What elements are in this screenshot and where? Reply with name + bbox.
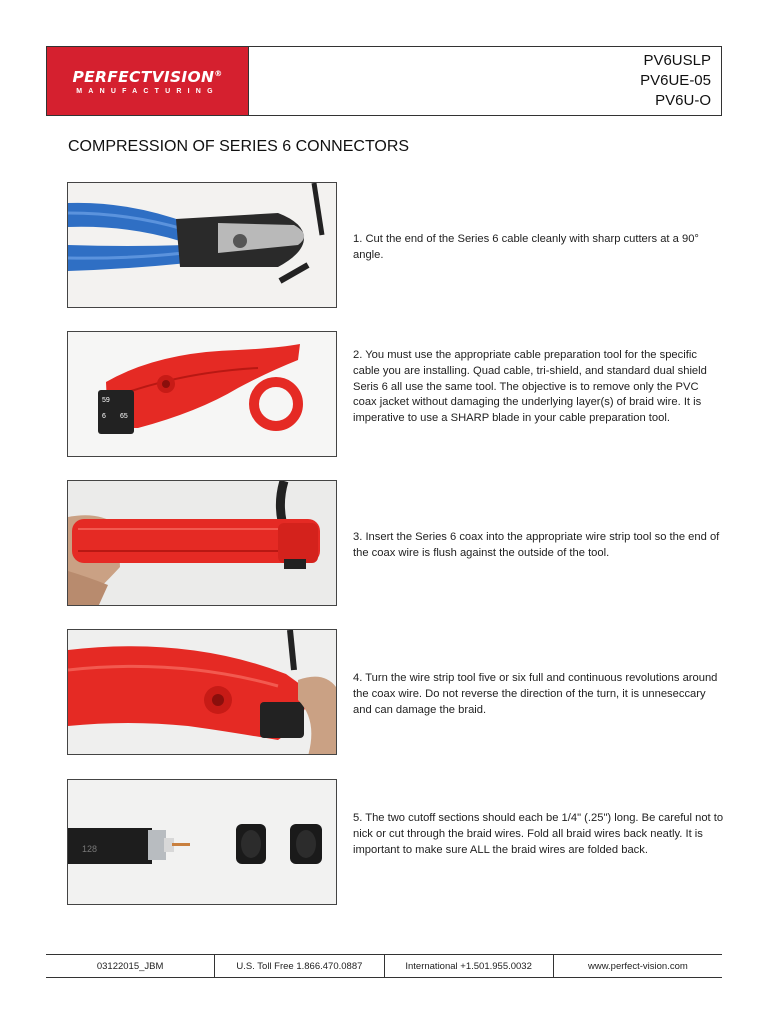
product-code-2: PV6UE-05 xyxy=(640,72,711,89)
tool-mark-1: 59 xyxy=(102,397,110,404)
cable-mark: 128 xyxy=(82,844,98,854)
step-5-image xyxy=(67,779,337,905)
logo-subtitle: MANUFACTURING xyxy=(76,87,219,95)
cable-cutter-illustration xyxy=(68,183,337,308)
logo-wordmark: PERFECTVISION xyxy=(72,67,215,86)
page-footer xyxy=(46,954,722,978)
footer-intl-phone: International +1.501.955.0032 xyxy=(385,955,554,977)
cutoff-sections-illustration xyxy=(68,780,337,905)
footer-us-phone: U.S. Toll Free 1.866.470.0887 xyxy=(215,955,384,977)
step-1-image xyxy=(67,182,337,308)
step-4-image xyxy=(67,629,337,755)
page-header xyxy=(46,46,722,116)
page-title: COMPRESSION OF SERIES 6 CONNECTORS xyxy=(68,138,410,155)
brand-logo xyxy=(47,47,249,115)
step-2-text: 2. You must use the appropriate cable preparation tool for the specific cable you are installing. Quad cable, tri-shield, and standard dual shield Seris 6 all use the same tool. The objective is to remove only the PVC coax jacket without damaging the underlying layer(s) of braid wire. It is imperative to use a SHARP blade in your cable preparation tool. xyxy=(353,349,707,425)
step-3-image xyxy=(67,480,337,606)
step-5-text: 5. The two cutoff sections should each be 1/4" (.25") long. Be careful not to nick or cut through the braid wires. Fold all braid wires back neatly. It is important to make sure ALL the braid wires are folded back. xyxy=(353,812,724,856)
step-3-text: 3. Insert the Series 6 coax into the appropriate wire strip tool so the end of the coax wire is flush against the outside of the tool. xyxy=(353,531,720,559)
tool-mark-3: 65 xyxy=(120,413,128,420)
coax-insert-illustration xyxy=(68,481,337,606)
product-code-1: PV6USLP xyxy=(643,52,711,69)
logo-registered-mark: ® xyxy=(214,68,223,78)
step-2-image xyxy=(67,331,337,457)
step-4-text: 4. Turn the wire strip tool five or six full and continuous revolutions around the coax wire. Do not reverse the direction of the turn, it is unneseccary and can damage the braid. xyxy=(353,672,718,716)
footer-website: www.perfect-vision.com xyxy=(587,960,688,972)
product-codes xyxy=(249,47,721,115)
product-code-3: PV6U-O xyxy=(655,92,711,109)
tool-mark-2: 6 xyxy=(102,413,106,420)
tool-rotation-illustration xyxy=(68,630,337,755)
step-1-text: 1. Cut the end of the Series 6 cable cleanly with sharp cutters at a 90° angle. xyxy=(353,233,699,261)
footer-doc-code: 03122015_JBM xyxy=(46,955,215,977)
strip-tool-illustration xyxy=(68,332,337,457)
